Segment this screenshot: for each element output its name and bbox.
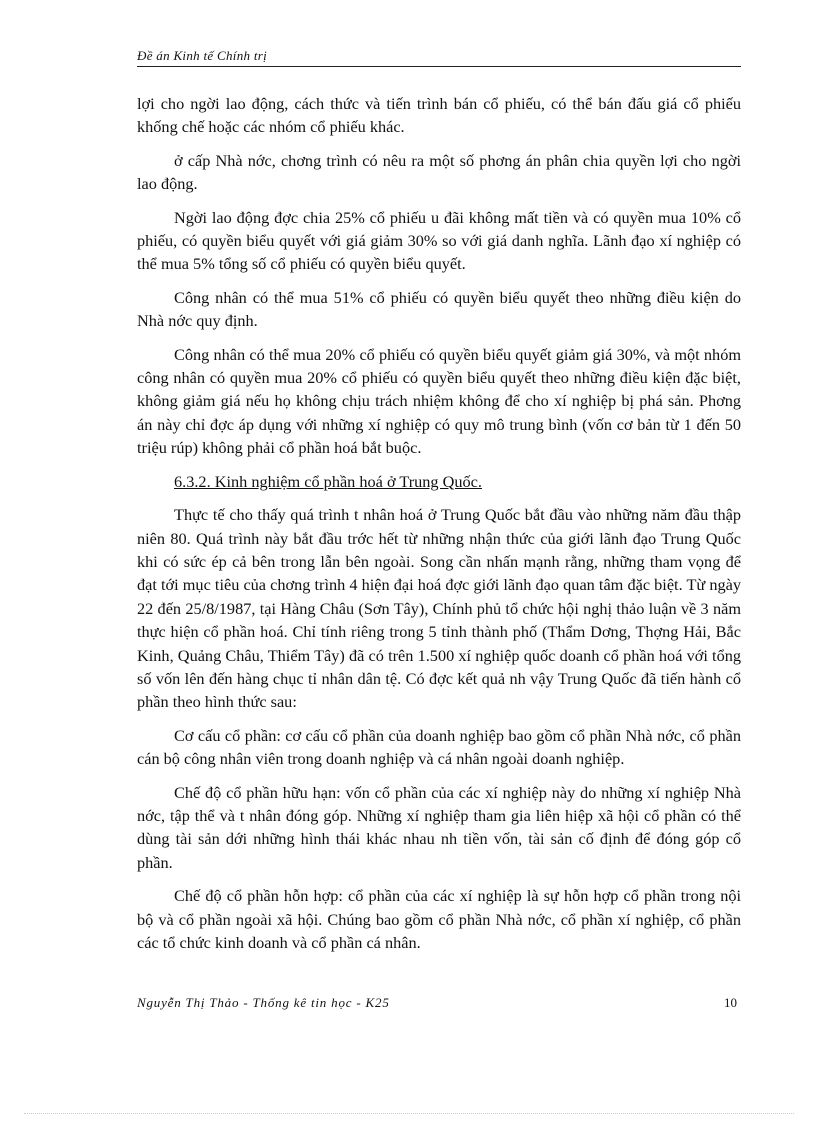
page-number: 10 — [724, 995, 737, 1010]
paragraph-2: ở cấp Nhà nớc, chơng trình có nêu ra một số phơng án phân chia quyền lợi cho ngời lao động. — [137, 150, 741, 194]
footer-author: Nguyễn Thị Thảo - Thống kê tin học - K25 — [137, 995, 390, 1010]
paragraph-1: lợi cho ngời lao động, cách thức và tiến trình bán cổ phiếu, có thể bán đấu giá cổ phiếu khống chế hoặc các nhóm cổ phiếu khác. — [137, 94, 741, 137]
page-footer — [137, 995, 741, 1011]
paragraph-9: Chế độ cổ phần hỗn hợp: cổ phần của các xí nghiệp là sự hỗn hợp cổ phần trong nội bộ và cổ phần ngoài xã hội. Chúng bao gồm cổ phần Nhà nớc, cổ phần xí nghiệp, cổ phần các tổ chức kinh doanh và cổ phần cá nhân. — [137, 886, 741, 952]
paragraph-7: Cơ cấu cổ phần: cơ cấu cổ phần của doanh nghiệp bao gồm cổ phần Nhà nớc, cổ phần cán bộ công nhân viên trong doanh nghiệp và cá nhân ngoài doanh nghiệp. — [137, 725, 741, 769]
header-title: Đề án Kinh tế Chính trị — [137, 48, 268, 63]
page-header — [137, 48, 741, 67]
paragraph-4: Công nhân có thể mua 51% cổ phiếu có quyền biểu quyết theo những điều kiện do Nhà nớc quy định. — [137, 287, 741, 331]
paragraph-6: Thực tế cho thấy quá trình t nhân hoá ở Trung Quốc bắt đầu vào những năm đầu thập niên 80. Quá trình này bắt đầu trớc hết từ những nhận thức của giới lãnh đạo Trung Quốc khi có sức ép cả bên trong lẫn bên ngoài. Song cần nhấn mạnh rằng, những tham vọng để đạt tới mục tiêu của chơng trình 4 hiện đại hoá đợc giới lãnh đạo quan tâm đặc biệt. Từ ngày 22 đến 25/8/1987, tại Hàng Châu (Sơn Tây), Chính phủ tổ chức hội nghị thảo luận về 3 năm thực hiện cổ phần hoá. Chỉ tính riêng trong 5 tỉnh thành phố (Thẩm Dơng, Thợng Hải, Bắc Kinh, Quảng Châu, Thiểm Tây) đã có trên 1.500 xí nghiệp quốc doanh cổ phần hoá với tổng số vốn lên đến hàng chục tỉ nhân dân tệ. Có đợc kết quả nh vậy Trung Quốc đã tiến hành cổ phần theo hình thức sau: — [137, 505, 741, 712]
paragraph-5: Công nhân có thể mua 20% cổ phiếu có quyền biểu quyết giảm giá 30%, và một nhóm công nhân có quyền mua 20% cổ phiếu có quyền biểu quyết theo những điều kiện đặc biệt, không giảm giá nếu họ không chịu trách nhiệm không để cho xí nghiệp bị phá sản. Phơng án này chỉ đợc áp dụng với những xí nghiệp có quy mô trung bình (vốn cơ bản từ 1 đến 50 triệu rúp) không phải cổ phần hoá bắt buộc. — [137, 344, 741, 458]
page-edge-divider — [24, 1113, 794, 1114]
document-body — [137, 92, 741, 964]
paragraph-8: Chế độ cổ phần hữu hạn: vốn cổ phần của các xí nghiệp này do những xí nghiệp Nhà nớc, tập thể và t nhân đóng góp. Những xí nghiệp tham gia liên hiệp xã hội cổ phần có thể dùng tài sản dới những hình thái khác nhau nh tiền vốn, tài sản cố định để đóng góp cổ phần. — [137, 782, 741, 872]
paragraph-3: Ngời lao động đợc chia 25% cổ phiếu u đãi không mất tiền và có quyền mua 10% cổ phiếu, có quyền biểu quyết với giá giảm 30% so với giá danh nghĩa. Lãnh đạo xí nghiệp có thể mua 5% tổng số cổ phiếu có quyền biểu quyết. — [137, 207, 741, 274]
section-heading: 6.3.2. Kinh nghiệm cổ phần hoá ở Trung Quốc. — [174, 471, 482, 491]
